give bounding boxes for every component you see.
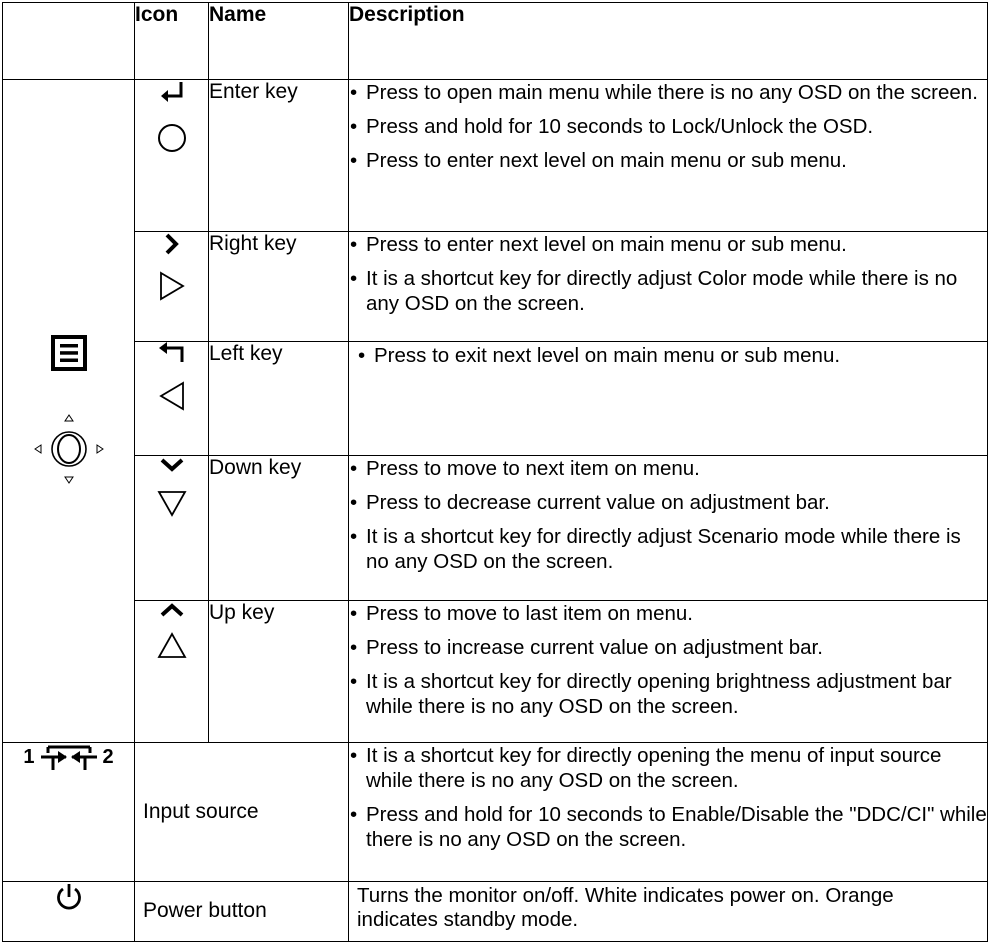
- right-key-description: [349, 231, 988, 341]
- enter-key-description: [349, 79, 988, 231]
- header-name: Name: [209, 3, 349, 80]
- input-source-description: [349, 742, 988, 881]
- enter-arrow-icon: [157, 80, 187, 106]
- triangle-left-icon: [157, 380, 187, 412]
- enter-key-bullet: • Press to enter next level on main menu or sub menu.: [349, 148, 987, 173]
- chevron-right-icon: [162, 232, 182, 256]
- enter-key-bullet: • Press to open main menu while there is no any OSD on the screen.: [349, 80, 987, 105]
- right-key-name: Right key: [209, 231, 349, 341]
- return-arrow-icon: [156, 342, 188, 364]
- power-description: Turns the monitor on/off. White indicates power on. Orange indicates standby mode.: [349, 881, 988, 941]
- input-source-name: Input source: [135, 742, 349, 881]
- down-key-description: [349, 455, 988, 600]
- up-key-bullet: • Press to increase current value on adjustment bar.: [349, 635, 987, 660]
- row-left-key: [3, 341, 988, 455]
- triangle-up-icon: [156, 631, 188, 661]
- input-label-2: 2: [102, 746, 114, 768]
- header-row: [3, 3, 988, 80]
- up-key-bullet: • It is a shortcut key for directly opening brightness adjustment bar while there is no any OSD on the screen.: [349, 669, 987, 719]
- enter-icon-cell: [135, 79, 209, 231]
- down-key-bullet: • Press to move to next item on menu.: [349, 456, 987, 481]
- input-label-1: 1: [23, 746, 35, 768]
- input-source-bullet: • It is a shortcut key for directly opening the menu of input source while there is no any OSD on the screen.: [349, 743, 987, 793]
- right-key-bullet: • Press to enter next level on main menu or sub menu.: [349, 232, 987, 257]
- down-key-bullet: • Press to decrease current value on adjustment bar.: [349, 490, 987, 515]
- row-up-key: [3, 601, 988, 742]
- input-switch-icon: [38, 743, 100, 773]
- up-key-name: Up key: [209, 601, 349, 742]
- up-icon-cell: [135, 601, 209, 742]
- enter-key-name: Enter key: [209, 79, 349, 231]
- input-source-bullet: • Press and hold for 10 seconds to Enable/Disable the "DDC/CI" while there is no any OSD on the screen.: [349, 802, 987, 852]
- up-key-description: [349, 601, 988, 742]
- circle-icon: [156, 122, 188, 154]
- chevron-up-icon: [159, 601, 185, 619]
- left-key-bullet: • Press to exit next level on main menu or sub menu.: [357, 344, 979, 368]
- right-key-bullet: • It is a shortcut key for directly adjust Color mode while there is no any OSD on the screen.: [349, 266, 987, 316]
- joystick-icon: [29, 409, 109, 489]
- down-icon-cell: [135, 455, 209, 600]
- menu-icon: [49, 333, 89, 373]
- left-icon-cell: [135, 341, 209, 455]
- up-key-bullet: • Press to move to last item on menu.: [349, 601, 987, 626]
- down-key-name: Down key: [209, 455, 349, 600]
- header-description: Description: [349, 3, 988, 80]
- enter-key-bullet: • Press and hold for 10 seconds to Lock/Unlock the OSD.: [349, 114, 987, 139]
- header-blank: [3, 3, 135, 80]
- row-down-key: [3, 455, 988, 600]
- right-icon-cell: [135, 231, 209, 341]
- controls-table: [2, 2, 988, 942]
- left-key-description: [349, 341, 988, 455]
- power-button-name: Power button: [135, 881, 349, 941]
- power-icon-cell: [3, 881, 135, 941]
- row-right-key: [3, 231, 988, 341]
- row-enter-key: [3, 79, 988, 231]
- left-key-name: Left key: [209, 341, 349, 455]
- header-icon: Icon: [135, 3, 209, 80]
- chevron-down-icon: [159, 456, 185, 474]
- triangle-right-icon: [157, 270, 187, 302]
- down-key-bullet: • It is a shortcut key for directly adjust Scenario mode while there is no any OSD on the screen.: [349, 524, 987, 574]
- triangle-down-icon: [156, 488, 188, 518]
- menu-group-cell: [3, 79, 135, 742]
- row-power: [3, 881, 988, 941]
- input-icon-cell: [3, 742, 135, 881]
- power-icon: [54, 882, 84, 912]
- row-input-source: [3, 742, 988, 881]
